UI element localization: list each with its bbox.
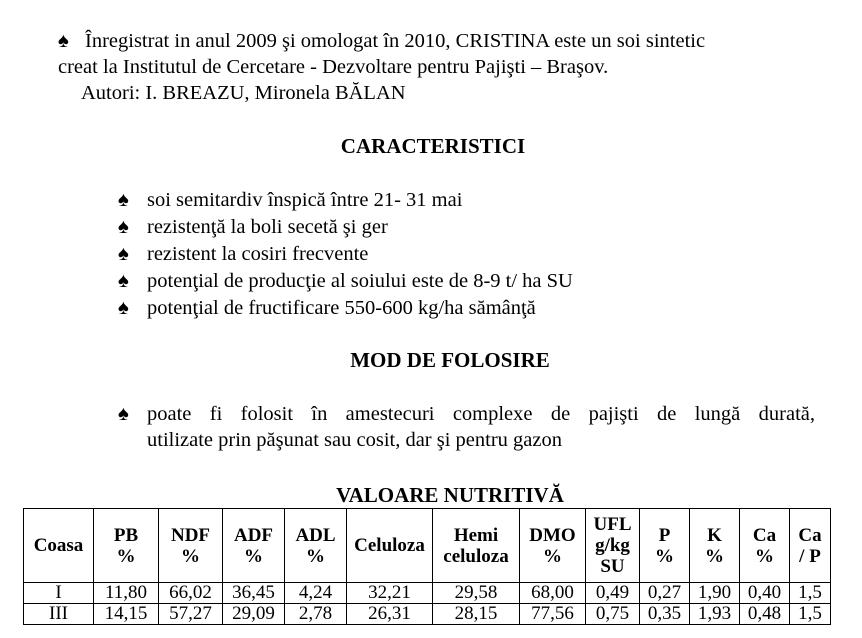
characteristic-item: rezistenţă la boli secetă şi ger <box>147 216 388 238</box>
characteristic-item: rezistent la cosiri frecvente <box>147 243 369 265</box>
column-header-line: ADF <box>233 524 274 546</box>
usage-heading: MOD DE FOLOSIRE <box>350 348 550 372</box>
table-cell: 0,35 <box>640 604 690 625</box>
table-cell: 2,78 <box>285 604 347 625</box>
table-cell: 77,56 <box>520 604 586 625</box>
table-cell: 0,27 <box>640 583 690 604</box>
spade-bullet-icon: ♠ <box>118 216 129 238</box>
column-header-line: % <box>306 545 325 567</box>
table-cell: 29,09 <box>223 604 285 625</box>
table-cell: 28,15 <box>433 604 520 625</box>
column-header-line: % <box>655 545 674 567</box>
column-header-line: % <box>543 545 562 567</box>
table-row <box>24 604 831 625</box>
table-cell: 1,5 <box>790 583 831 604</box>
table-cell: 68,00 <box>520 583 586 604</box>
column-header <box>347 509 433 583</box>
table-cell: 1,5 <box>790 604 831 625</box>
column-header <box>520 509 586 583</box>
spade-bullet-icon: ♠ <box>118 270 129 292</box>
nutrition-header-row <box>24 509 831 583</box>
table-cell: 14,15 <box>94 604 159 625</box>
spade-bullet-icon: ♠ <box>118 403 129 425</box>
authors: Autori: I. BREAZU, Mironela BĂLAN <box>81 82 406 104</box>
spade-bullet-icon: ♠ <box>58 30 69 52</box>
spade-bullet-icon: ♠ <box>118 189 129 211</box>
column-header <box>740 509 790 583</box>
column-header <box>433 509 520 583</box>
nutrition-heading: VALOARE NUTRITIVĂ <box>336 483 564 507</box>
intro-line-1-text: Înregistrat in anul 2009 şi omologat în 2010, CRISTINA este un soi sintetic <box>85 30 706 52</box>
table-cell: 1,93 <box>690 604 740 625</box>
column-header <box>640 509 690 583</box>
column-header-line: celuloza <box>443 545 509 567</box>
column-header-line: / P <box>799 545 821 567</box>
column-header-line: PB <box>113 524 139 546</box>
table-cell: 66,02 <box>159 583 223 604</box>
column-header-line: % <box>705 545 724 567</box>
column-header-line: % <box>244 545 263 567</box>
column-header-line: UFL <box>593 514 632 535</box>
table-cell: 0,75 <box>586 604 640 625</box>
table-cell: 1,90 <box>690 583 740 604</box>
characteristic-item: soi semitardiv înspică între 21- 31 mai <box>147 189 463 211</box>
intro-line-1 <box>58 28 814 54</box>
column-header-line: % <box>181 545 200 567</box>
column-header <box>24 509 94 583</box>
table-cell: III <box>24 604 94 625</box>
column-header <box>94 509 159 583</box>
usage-line-1: poate fi folosit în amestecuri complexe de pajişti de lungă durată, <box>147 403 815 425</box>
column-header-line: Ca <box>752 524 777 546</box>
column-header <box>690 509 740 583</box>
table-cell: 4,24 <box>285 583 347 604</box>
spade-bullet-icon: ♠ <box>118 297 129 319</box>
table-cell: 29,58 <box>433 583 520 604</box>
column-header-line: Coasa <box>33 535 84 556</box>
column-header-line: SU <box>600 556 625 577</box>
column-header-line: % <box>755 545 774 567</box>
column-header <box>285 509 347 583</box>
characteristic-item: potenţial de producţie al soiului este de 8-9 t/ ha SU <box>147 270 573 292</box>
column-header-line: P <box>658 524 671 546</box>
characteristics-heading: CARACTERISTICI <box>340 134 526 158</box>
column-header-line: Hemi <box>453 524 499 546</box>
column-header-line: K <box>707 524 722 546</box>
table-cell: 57,27 <box>159 604 223 625</box>
table-cell: 0,49 <box>586 583 640 604</box>
usage-line-2: utilizate prin păşunat sau cosit, dar şi pentru gazon <box>147 429 563 451</box>
column-header-line: g/kg <box>595 535 630 556</box>
table-row <box>24 583 831 604</box>
table-cell: 0,40 <box>740 583 790 604</box>
nutrition-table <box>23 508 831 625</box>
table-cell: I <box>24 583 94 604</box>
column-header-line: NDF <box>170 524 211 546</box>
column-header-line: DMO <box>529 524 576 546</box>
table-cell: 0,48 <box>740 604 790 625</box>
spade-bullet-icon: ♠ <box>118 243 129 265</box>
column-header <box>790 509 831 583</box>
table-cell: 32,21 <box>347 583 433 604</box>
column-header-line: Ca <box>798 524 822 546</box>
table-cell: 26,31 <box>347 604 433 625</box>
characteristic-item: potenţial de fructificare 550-600 kg/ha sămânţă <box>147 297 536 319</box>
table-cell: 11,80 <box>94 583 159 604</box>
table-cell: 36,45 <box>223 583 285 604</box>
column-header-line: Celuloza <box>354 535 425 556</box>
column-header-line: ADL <box>295 524 336 546</box>
column-header <box>223 509 285 583</box>
intro-line-2: creat la Institutul de Cercetare - Dezvoltare pentru Pajişti – Braşov. <box>58 56 609 78</box>
column-header <box>586 509 640 583</box>
column-header <box>159 509 223 583</box>
column-header-line: % <box>116 545 136 567</box>
